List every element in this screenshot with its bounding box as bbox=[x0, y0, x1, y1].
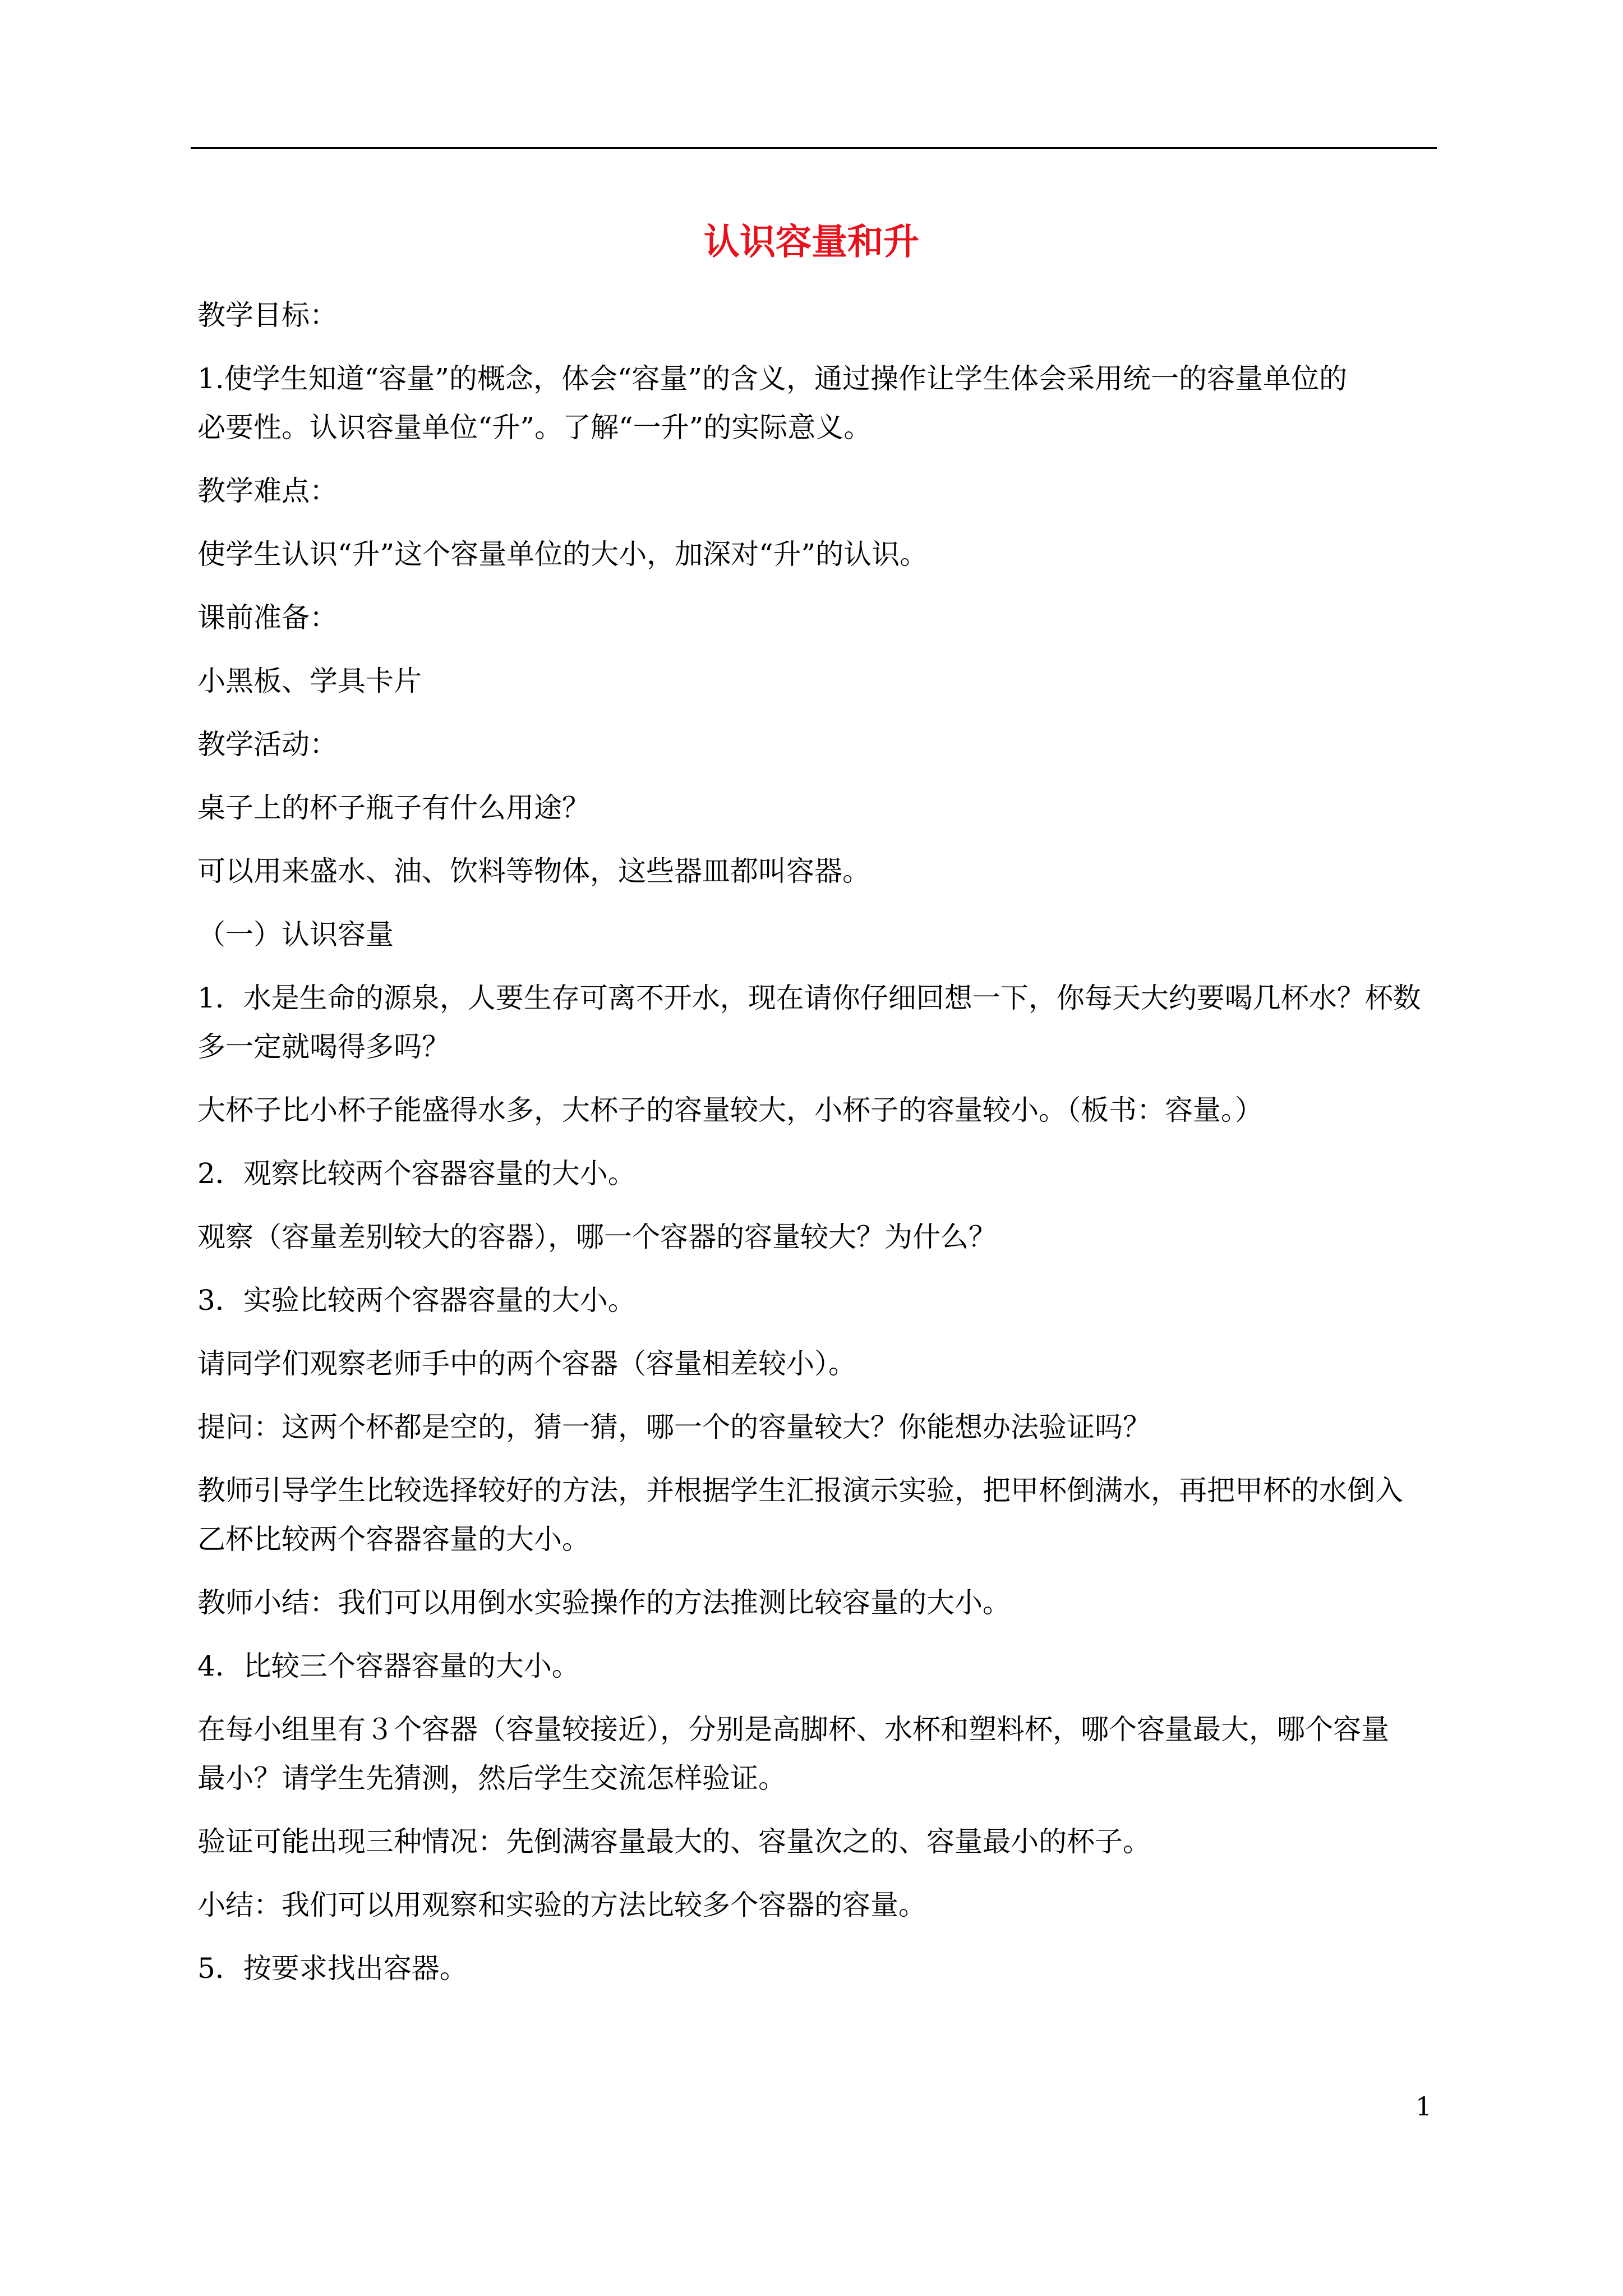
text-line: 教师小结：我们可以用倒水实验操作的方法推测比较容量的大小。 bbox=[197, 1586, 1011, 1619]
text-line: 可以用来盛水、油、饮料等物体，这些器皿都叫容器。 bbox=[197, 855, 870, 887]
text-line: 5．按要求找出容器。 bbox=[197, 1952, 468, 1985]
text-line: 最小？请学生先猜测，然后学生交流怎样验证。 bbox=[197, 1762, 786, 1795]
text-line: 必要性。认识容量单位“升”。了解“一升”的实际意义。 bbox=[197, 411, 872, 444]
text-line: 3．实验比较两个容器容量的大小。 bbox=[197, 1284, 636, 1317]
text-line: 教学目标： bbox=[197, 299, 338, 332]
text-line: 提问：这两个杯都是空的，猜一猜，哪一个的容量较大？你能想办法验证吗？ bbox=[197, 1411, 1151, 1443]
header-rule bbox=[191, 147, 1437, 149]
text-line: 4．比较三个容器容量的大小。 bbox=[197, 1650, 580, 1682]
text-line: 请同学们观察老师手中的两个容器（容量相差较小）。 bbox=[197, 1347, 856, 1380]
section-heading: （一）认识容量 bbox=[197, 918, 394, 951]
text-line: 大杯子比小杯子能盛得水多，大杯子的容量较大，小杯子的容量较小。（板书：容量。） bbox=[197, 1094, 1263, 1126]
text-line: 1.使学生知道“容量”的概念，体会“容量”的含义，通过操作让学生体会采用统一的容量单位的 bbox=[197, 362, 1347, 395]
text-line: 课前准备： bbox=[197, 601, 338, 634]
text-line: 多一定就喝得多吗？ bbox=[197, 1030, 450, 1063]
text-line: 教师引导学生比较选择较好的方法，并根据学生汇报演示实验，把甲杯倒满水，再把甲杯的水倒入 bbox=[197, 1474, 1403, 1507]
text-line: 1．水是生命的源泉，人要生存可离不开水，现在请你仔细回想一下，你每天大约要喝几杯水？杯数 bbox=[197, 982, 1421, 1014]
document-title: 认识容量和升 bbox=[704, 221, 919, 263]
text-line: 小黑板、学具卡片 bbox=[197, 665, 422, 697]
text-line: 2．观察比较两个容器容量的大小。 bbox=[197, 1157, 636, 1190]
text-line: 使学生认识“升”这个容量单位的大小，加深对“升”的认识。 bbox=[197, 538, 928, 570]
text-line: 桌子上的杯子瓶子有什么用途？ bbox=[197, 792, 590, 824]
text-line: 小结：我们可以用观察和实验的方法比较多个容器的容量。 bbox=[197, 1889, 926, 1921]
text-line: 教学活动： bbox=[197, 728, 338, 761]
text-line: 教学难点： bbox=[197, 475, 338, 507]
text-line: 验证可能出现三种情况：先倒满容量最大的、容量次之的、容量最小的杯子。 bbox=[197, 1825, 1151, 1858]
text-line: 观察（容量差别较大的容器），哪一个容器的容量较大？为什么？ bbox=[197, 1221, 997, 1253]
page-number: 1 bbox=[1415, 2091, 1432, 2122]
document-body bbox=[197, 297, 1440, 2014]
text-line: 乙杯比较两个容器容量的大小。 bbox=[197, 1523, 590, 1556]
text-line: 在每小组里有３个容器（容量较接近），分别是高脚杯、水杯和塑料杯，哪个容量最大，哪个容量 bbox=[197, 1713, 1389, 1746]
